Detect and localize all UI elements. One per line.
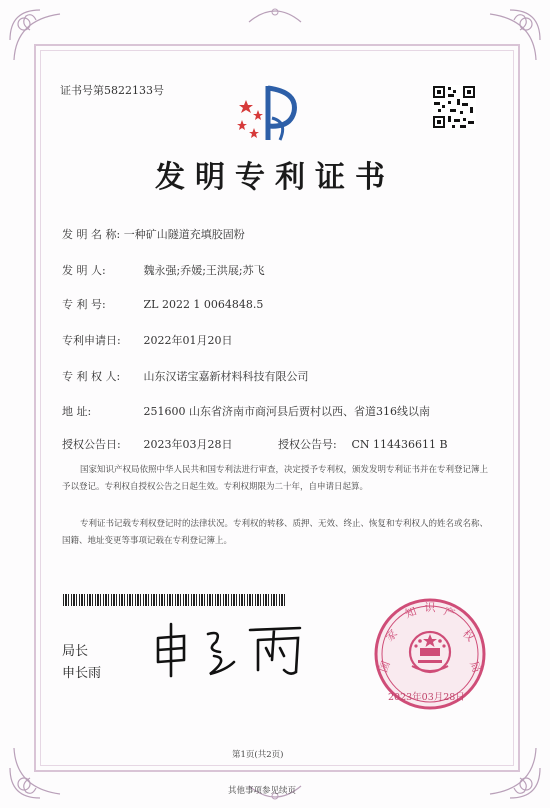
patentee-label: 专 利 权 人: bbox=[62, 370, 121, 383]
grant-number-value: CN 114436611 B bbox=[351, 438, 448, 451]
barcode bbox=[63, 594, 285, 606]
invention-name-value: 一种矿山隧道充填胶固粉 bbox=[123, 228, 245, 241]
grant-date-row bbox=[62, 436, 233, 452]
address-value: 251600 山东省济南市商河县后贾村以西、省道316线以南 bbox=[143, 405, 430, 418]
seal-char-3: 知 bbox=[403, 604, 419, 621]
seal-char-2: 家 bbox=[383, 627, 401, 645]
patent-number-row bbox=[62, 296, 263, 312]
address-label: 地 址: bbox=[62, 405, 92, 418]
inventors-value: 魏永强;乔媛;王洪展;苏飞 bbox=[143, 264, 265, 277]
seal-char-4: 识 bbox=[424, 601, 436, 614]
inventors-label: 发 明 人: bbox=[62, 264, 106, 277]
seal-char-6: 权 bbox=[459, 627, 477, 645]
top-center-ornament bbox=[245, 4, 305, 26]
seal-char-1: 国 bbox=[376, 659, 393, 675]
filing-date-label: 专利申请日: bbox=[62, 334, 121, 347]
filing-date-row bbox=[62, 332, 233, 348]
seal-date: 2023年03月28日 bbox=[388, 692, 465, 703]
grant-date-label: 授权公告日: bbox=[62, 438, 121, 451]
certificate-title: 发明专利证书 bbox=[155, 160, 395, 195]
patentee-value: 山东汉诺宝嘉新材料科技有限公司 bbox=[143, 370, 309, 383]
qr-code bbox=[432, 85, 476, 129]
seal-char-7: 局 bbox=[467, 659, 484, 675]
signature-drawing bbox=[150, 618, 320, 678]
grant-number-row bbox=[278, 436, 448, 452]
director-name: 申长雨 bbox=[62, 666, 102, 681]
invention-name-label: 发 明 名 称: bbox=[62, 228, 121, 241]
seal-char-5: 产 bbox=[441, 604, 457, 621]
certificate-number: 证书号第5822133号 bbox=[60, 84, 164, 97]
grant-date-value: 2023年03月28日 bbox=[143, 438, 233, 451]
grant-statement: 国家知识产权局依照中华人民共和国专利法进行审查，决定授予专利权，颁发发明专利证书并在专利登记簿上予以登记。专利权自授权公告之日起生效。专利权期限为二十年，自申请日起算。 bbox=[62, 465, 489, 492]
director-title: 局长 bbox=[62, 644, 89, 659]
inventors-row bbox=[62, 262, 265, 278]
filing-date-value: 2022年01月20日 bbox=[143, 334, 233, 347]
legal-status-note: 专利证书记载专利权登记时的法律状况。专利权的转移、质押、无效、终止、恢复和专利权人的姓名或名称、国籍、地址变更等事项记载在专利登记簿上。 bbox=[62, 519, 489, 546]
patent-number-label: 专 利 号: bbox=[62, 298, 106, 311]
patent-number-value: ZL 2022 1 0064848.5 bbox=[143, 298, 264, 311]
patentee-row bbox=[62, 368, 309, 384]
continuation-note: 其他事项参见续页 bbox=[228, 786, 297, 796]
handwritten-signature bbox=[150, 618, 320, 678]
cnipa-logo bbox=[232, 82, 302, 144]
grant-number-label: 授权公告号: bbox=[278, 438, 337, 451]
page-indicator: 第1页(共2页) bbox=[232, 750, 284, 760]
invention-name-row bbox=[62, 226, 245, 242]
address-row bbox=[62, 403, 430, 419]
